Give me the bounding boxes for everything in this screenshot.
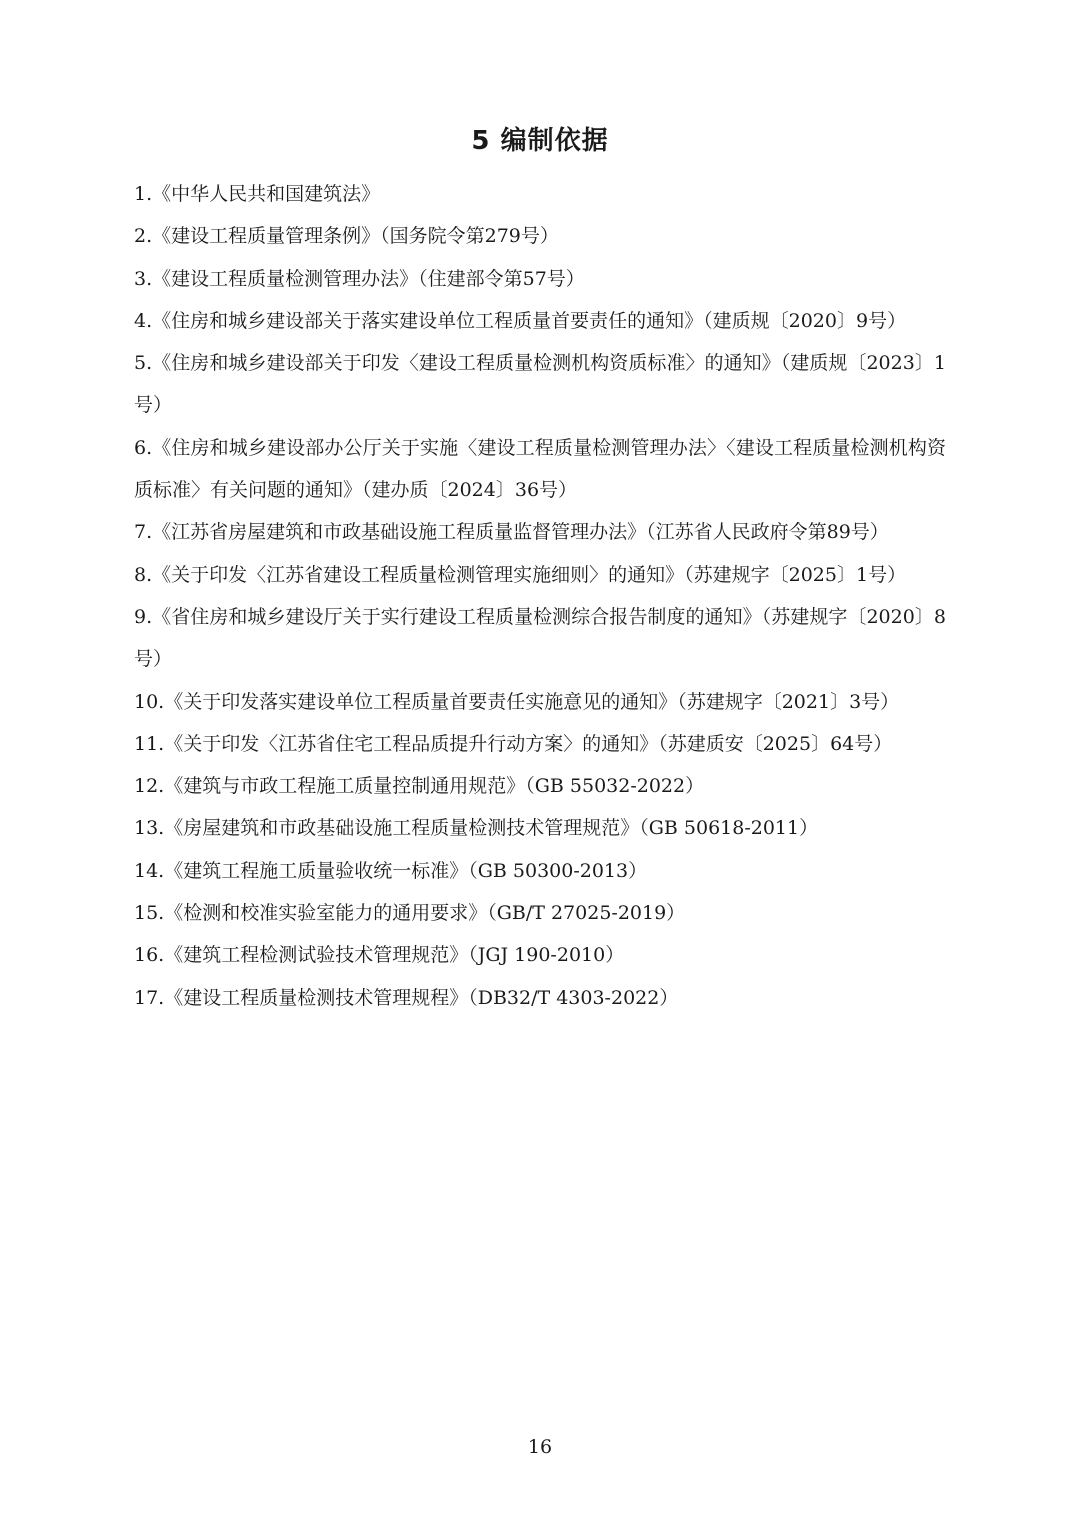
list-item: 5.《住房和城乡建设部关于印发〈建设工程质量检测机构资质标准〉的通知》（建质规〔2023〕1号） (134, 352, 946, 417)
list-item: 8.《关于印发〈江苏省建设工程质量检测管理实施细则〉的通知》（苏建规字〔2025〕1号） (134, 563, 907, 586)
list-item: 7.《江苏省房屋建筑和市政基础设施工程质量监督管理办法》（江苏省人民政府令第89号） (134, 521, 889, 544)
reference-list (134, 173, 946, 1019)
list-item: 17.《建设工程质量检测技术管理规程》（DB32/T 4303-2022） (134, 986, 679, 1009)
list-item: 13.《房屋建筑和市政基础设施工程质量检测技术管理规范》（GB 50618-2011） (134, 817, 819, 840)
list-item: 2.《建设工程质量管理条例》（国务院令第279号） (134, 225, 559, 248)
list-item: 16.《建筑工程检测试验技术管理规范》（JGJ 190-2010） (134, 944, 625, 967)
list-item: 11.《关于印发〈江苏省住宅工程品质提升行动方案〉的通知》（苏建质安〔2025〕64号） (134, 732, 893, 755)
section-title: 5 编制依据 (471, 126, 609, 156)
list-item: 1.《中华人民共和国建筑法》 (134, 183, 381, 205)
page-number: 16 (527, 1436, 553, 1458)
list-item: 6.《住房和城乡建设部办公厅关于实施〈建设工程质量检测管理办法〉〈建设工程质量检测机构资质标准〉有关问题的通知》（建办质〔2024〕36号） (134, 436, 946, 502)
list-item: 12.《建筑与市政工程施工质量控制通用规范》（GB 55032-2022） (134, 775, 705, 798)
list-item: 10.《关于印发落实建设单位工程质量首要责任实施意见的通知》（苏建规字〔2021〕3号） (134, 690, 900, 713)
list-item: 14.《建筑工程施工质量验收统一标准》（GB 50300-2013） (134, 859, 648, 882)
list-item: 15.《检测和校准实验室能力的通用要求》（GB/T 27025-2019） (134, 902, 686, 925)
list-item: 9.《省住房和城乡建设厅关于实行建设工程质量检测综合报告制度的通知》（苏建规字〔2020〕8号） (134, 605, 946, 671)
list-item: 4.《住房和城乡建设部关于落实建设单位工程质量首要责任的通知》（建质规〔2020〕9号） (134, 309, 907, 332)
list-item: 3.《建设工程质量检测管理办法》（住建部令第57号） (134, 267, 585, 290)
